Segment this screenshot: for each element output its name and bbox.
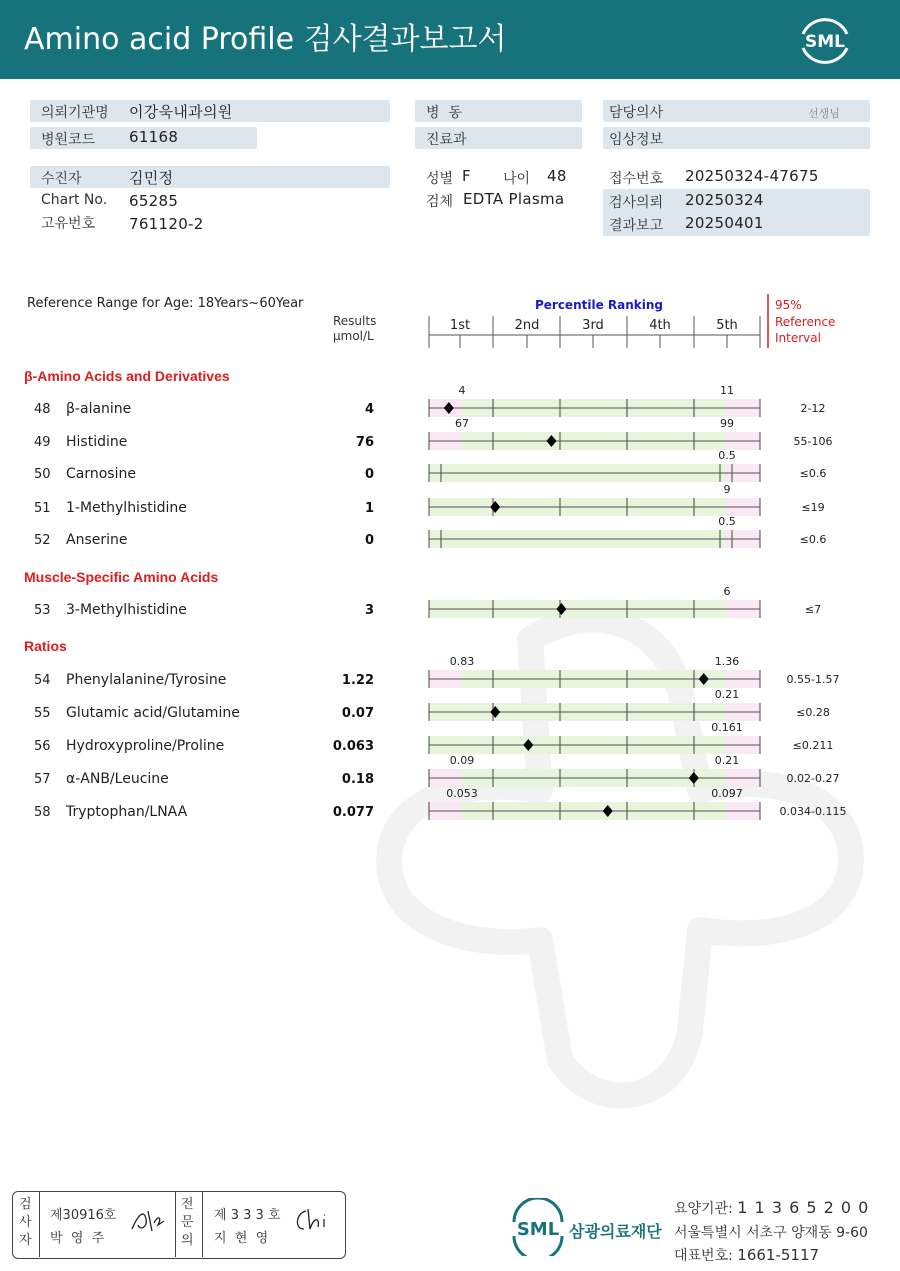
- quintile-label: 1st: [449, 318, 471, 333]
- specimen-label: 검체: [426, 194, 454, 210]
- range-high-label: 0.161: [711, 721, 743, 734]
- receipt-label: 접수번호: [609, 171, 664, 187]
- result-row: [34, 655, 839, 688]
- analyte-name: Hydroxyproline/Proline: [66, 738, 225, 754]
- result-value: 0.063: [332, 739, 374, 754]
- org-name: 삼광의료재단: [569, 1222, 662, 1241]
- org-label: 의뢰기관명: [41, 105, 109, 121]
- row-number: 50: [34, 467, 51, 482]
- analyte-name: α-ANB/Leucine: [66, 771, 169, 787]
- reference-interval: 2-12: [800, 402, 826, 415]
- row-number: 53: [34, 603, 51, 618]
- report-title: Amino acid Profile 검사결과보고서: [24, 22, 507, 57]
- result-row: [34, 449, 826, 482]
- quintile-label: 3rd: [582, 318, 604, 333]
- reference-interval: 0.55-1.57: [786, 673, 840, 686]
- result-row: [34, 787, 846, 820]
- result-row: [34, 721, 833, 754]
- specialist-name: 지 현 영: [214, 1231, 269, 1246]
- phone-line: [674, 1245, 819, 1265]
- row-number: 52: [34, 533, 51, 548]
- dept-label: 진료과: [426, 132, 467, 148]
- ward-label: 병 동: [426, 105, 462, 121]
- analyte-name: Phenylalanine/Tyrosine: [66, 672, 227, 688]
- result-value: 1: [364, 501, 374, 516]
- sex-label: 성별: [426, 171, 454, 187]
- analyte-name: Histidine: [66, 434, 128, 450]
- examiner-no: 제30916호: [50, 1208, 117, 1223]
- org-logo-icon: [508, 1198, 568, 1256]
- row-number: 48: [34, 402, 51, 417]
- unit-header: μmol/L: [333, 329, 374, 343]
- result-rows: [34, 384, 846, 820]
- range-high-label: 99: [720, 417, 734, 430]
- reference-interval: ≤0.6: [799, 533, 827, 546]
- quintile-label: 5th: [716, 318, 738, 333]
- range-low-label: 0.053: [446, 787, 478, 800]
- chart-value: 65285: [129, 192, 179, 210]
- report-value: 20250401: [685, 214, 764, 232]
- ref-title-2: Reference: [775, 315, 836, 329]
- result-row: [34, 417, 832, 450]
- result-value: 4: [364, 402, 374, 417]
- specialist-no: 제 3 3 3 호: [214, 1208, 281, 1223]
- section-title-ratios: Ratios: [24, 638, 67, 654]
- age-value: 48: [547, 167, 567, 185]
- age-range-text: Reference Range for Age: 18Years~60Year: [27, 296, 304, 311]
- range-low-label: 0.09: [449, 754, 475, 767]
- percentile-title: Percentile Ranking: [534, 298, 664, 312]
- reference-interval: ≤19: [801, 501, 825, 514]
- org-address: 서울특별시 서초구 양재동 9-60: [674, 1225, 868, 1241]
- sml-logo-icon: [795, 12, 855, 68]
- reference-interval: 0.034-0.115: [779, 805, 847, 818]
- analyte-name: Tryptophan/LNAA: [66, 804, 188, 820]
- row-number: 54: [34, 673, 51, 688]
- range-high-label: 1.36: [714, 655, 740, 668]
- result-value: 0.077: [332, 805, 374, 820]
- org-logo-text: SML: [516, 1219, 560, 1240]
- result-row: [34, 754, 839, 787]
- reference-interval: 0.02-0.27: [786, 772, 840, 785]
- specimen-value: EDTA Plasma: [463, 190, 565, 208]
- phone-label: 대표번호:: [674, 1248, 733, 1264]
- analyte-name: Glutamic acid/Glutamine: [66, 705, 240, 721]
- result-row: [34, 515, 826, 548]
- org-value: 이강욱내과의원: [129, 103, 233, 121]
- reference-interval: ≤0.6: [799, 467, 827, 480]
- examiner-name: 박 영 주: [50, 1231, 105, 1246]
- row-number: 49: [34, 435, 51, 450]
- result-row: [34, 585, 821, 618]
- specialist-signature-icon: [292, 1205, 336, 1235]
- row-number: 51: [34, 501, 51, 516]
- chart-label: Chart No.: [41, 192, 108, 208]
- quintile-label: 4th: [649, 318, 671, 333]
- ref-title-3: Interval: [775, 331, 821, 345]
- section-title-muscle: Muscle-Specific Amino Acids: [24, 569, 219, 585]
- range-high-label: 6: [723, 585, 731, 598]
- range-high-label: 11: [720, 384, 734, 397]
- row-number: 56: [34, 739, 51, 754]
- patient-value: 김민정: [129, 169, 174, 187]
- analyte-name: 3-Methylhistidine: [66, 602, 187, 618]
- code-value: 61168: [129, 128, 179, 146]
- reference-interval: ≤0.211: [792, 739, 834, 752]
- result-value: 0.18: [341, 772, 374, 787]
- reference-interval: ≤7: [804, 603, 822, 616]
- results-header: Results: [333, 314, 377, 328]
- section-title-beta: β-Amino Acids and Derivatives: [24, 368, 230, 384]
- care-no-line: [674, 1198, 869, 1218]
- range-high-label: 0.21: [714, 688, 740, 701]
- report-label: 결과보고: [609, 218, 664, 234]
- analyte-name: 1-Methylhistidine: [66, 500, 187, 516]
- range-high-label: 0.5: [718, 515, 736, 528]
- request-label: 검사의뢰: [609, 195, 664, 211]
- examiner-signature-icon: [128, 1205, 168, 1235]
- analyte-name: Carnosine: [66, 466, 136, 482]
- result-value: 0: [364, 533, 374, 548]
- phone-value: 1661-5117: [737, 1246, 820, 1264]
- percentile-axis: [429, 316, 760, 348]
- result-row: [34, 384, 825, 417]
- reference-interval: 55-106: [793, 435, 833, 448]
- request-value: 20250324: [685, 191, 764, 209]
- result-value: 0: [364, 467, 374, 482]
- range-low-label: 67: [455, 417, 469, 430]
- result-value: 3: [364, 603, 374, 618]
- clinical-label: 임상정보: [609, 132, 664, 148]
- examiner-label: 검 사 자: [19, 1197, 32, 1248]
- reference-interval: ≤0.28: [796, 706, 830, 719]
- sml-logo-text: SML: [805, 32, 845, 52]
- range-low-label: 4: [458, 384, 466, 397]
- care-no: 1 1 3 6 5 2 0 0: [737, 1198, 870, 1217]
- result-row: [34, 688, 830, 721]
- range-high-label: 0.097: [711, 787, 743, 800]
- range-high-label: 9: [723, 483, 731, 496]
- patient-label: 수진자: [41, 171, 82, 187]
- specialist-label: 전 문 의: [181, 1197, 194, 1248]
- analyte-name: β-alanine: [66, 401, 132, 417]
- result-value: 0.07: [341, 706, 374, 721]
- amino-acid-table: [0, 280, 900, 840]
- analyte-name: Anserine: [66, 532, 128, 548]
- row-number: 58: [34, 805, 51, 820]
- doctor-label: 담당의사: [609, 105, 664, 121]
- row-number: 57: [34, 772, 51, 787]
- unique-label: 고유번호: [41, 216, 96, 232]
- care-no-label: 요양기관:: [674, 1201, 733, 1217]
- result-value: 1.22: [341, 673, 374, 688]
- doctor-suffix: 선생님: [808, 107, 840, 120]
- patient-bar: [30, 166, 390, 188]
- range-high-label: 0.21: [714, 754, 740, 767]
- age-label: 나이: [503, 171, 531, 187]
- range-low-label: 0.83: [449, 655, 475, 668]
- code-label: 병원코드: [41, 132, 96, 148]
- receipt-value: 20250324-47675: [685, 167, 819, 185]
- row-number: 55: [34, 706, 51, 721]
- sex-value: F: [462, 167, 471, 185]
- unique-value: 761120-2: [129, 215, 204, 233]
- range-high-label: 0.5: [718, 449, 736, 462]
- result-value: 76: [355, 435, 374, 450]
- result-row: [34, 483, 825, 516]
- ref-title-1: 95%: [775, 298, 802, 312]
- quintile-label: 2nd: [514, 318, 540, 333]
